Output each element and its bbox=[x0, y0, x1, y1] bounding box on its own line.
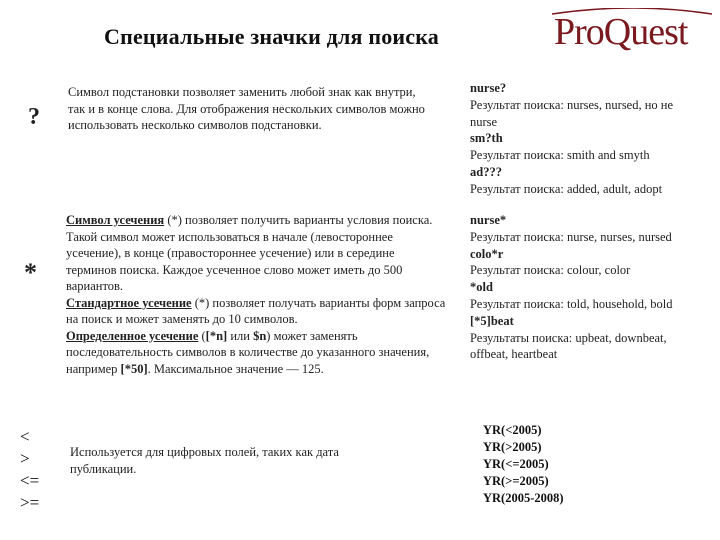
wildcard-description: Символ подстановки позволяет заменить любой знак как внутри, так и в конце слова. Для отображения нескольких символов можно использовать несколько символов подстановки. bbox=[68, 85, 425, 132]
operators-description: Используется для цифровых полей, таких как дата публикации. bbox=[70, 445, 339, 476]
example-result: Результаты поиска: upbeat, downbeat, offbeat, heartbeat bbox=[470, 330, 667, 362]
truncation-examples bbox=[470, 212, 706, 363]
truncation-description bbox=[66, 212, 446, 377]
truncation-label: Символ усечения bbox=[66, 213, 165, 227]
example-result: Результат поиска: added, adult, adopt bbox=[470, 181, 663, 196]
example-query: ad??? bbox=[470, 164, 502, 179]
code-sample: [*n] bbox=[205, 328, 228, 343]
example-result: Результат поиска: colour, color bbox=[470, 263, 631, 278]
logo-text: ProQuest bbox=[554, 11, 688, 53]
defined-truncation-text: или bbox=[227, 328, 254, 343]
example-result: Результат поиска: nurse, nurses, nursed bbox=[470, 229, 672, 244]
defined-truncation-text: ) может заменять последовательность символов в количестве до указанного значения, например bbox=[66, 328, 430, 376]
standard-truncation-label: Стандартное усечение bbox=[66, 295, 192, 310]
example-result: Результат поиска: told, household, bold bbox=[470, 296, 673, 311]
defined-truncation-text: ( bbox=[198, 328, 206, 343]
defined-truncation-text: . Максимальное значение — 125. bbox=[147, 361, 324, 376]
standard-truncation-text: (*) позволяет получать варианты форм запроса на поиск и может заменять до 10 символов. bbox=[66, 295, 446, 326]
operators-examples bbox=[483, 422, 564, 507]
example-query: [*5]beat bbox=[470, 313, 514, 328]
code-sample: $n bbox=[253, 328, 267, 343]
example-query: nurse* bbox=[470, 213, 507, 227]
example-query: YR(>2005) bbox=[483, 440, 542, 454]
example-query: YR(2005-2008) bbox=[483, 491, 564, 505]
page-title: Специальные значки для поиска bbox=[104, 24, 439, 49]
example-query: colo*r bbox=[470, 246, 504, 261]
operator-symbol: >= bbox=[20, 493, 40, 512]
example-result: Результат поиска: nurses, nursed, но не nurse bbox=[470, 97, 674, 129]
proquest-logo bbox=[548, 8, 716, 52]
operator-symbol: < bbox=[20, 427, 30, 446]
example-result: Результат поиска: smith and smyth bbox=[470, 148, 650, 163]
operator-symbol: <= bbox=[20, 471, 40, 490]
truncation-text: (*) позволяет получить варианты условия поиска. Такой символ может использоваться в начале (левостороннее усечение), в конце (правостороннее усечение) или в середине терминов поиска. Каждое усеченное слово может иметь до 500 вариантов. bbox=[66, 213, 433, 293]
defined-truncation-label: Определенное усечение bbox=[66, 328, 199, 343]
wildcard-symbol: ? bbox=[28, 104, 40, 130]
example-query: nurse? bbox=[470, 81, 507, 95]
operator-symbol: > bbox=[20, 449, 30, 468]
truncation-symbol: * bbox=[24, 258, 37, 287]
example-query: YR(>=2005) bbox=[483, 474, 549, 488]
example-query: sm?th bbox=[470, 131, 503, 146]
example-query: YR(<2005) bbox=[483, 423, 542, 437]
comparison-operators bbox=[20, 426, 39, 514]
wildcard-examples bbox=[470, 80, 700, 198]
code-sample: [*50] bbox=[120, 361, 148, 376]
example-query: *old bbox=[470, 280, 493, 295]
example-query: YR(<=2005) bbox=[483, 457, 549, 471]
